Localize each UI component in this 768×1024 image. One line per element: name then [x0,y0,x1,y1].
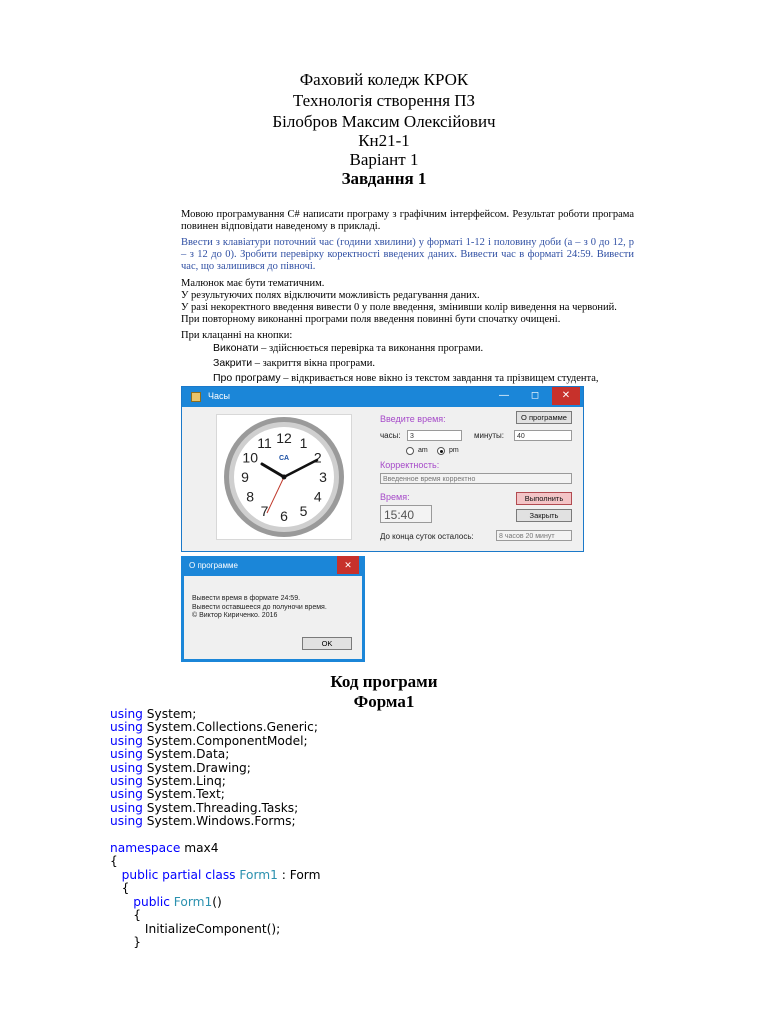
college-name: Фаховий коледж КРОК [299,70,469,89]
clock-number: 11 [257,435,272,452]
subject-name: Технологія створення ПЗ [292,91,476,110]
code-line: using System.ComponentModel; [110,733,308,748]
dialog-close-icon[interactable]: ✕ [337,556,359,574]
code-line: using System.Linq; [110,774,226,789]
task-description [181,209,634,397]
code-section-title: Код програми [330,672,438,691]
dialog-line-3: © Виктор Кириченко. 2016 [192,612,278,619]
task-paragraph-1: Мовою програмування C# написати програму з графічним інтерфейсом. Результат роботи програма повинен відповідати наведеному в прикладі. [181,209,634,232]
minutes-label: минуты: [474,431,505,440]
clock-number: 12 [276,430,292,446]
code-line: using System; [110,707,197,721]
code-line: using System.Windows.Forms; [110,814,296,829]
clock-number: 3 [319,469,327,485]
code-line: using System.Text; [110,787,225,802]
task-button-about-desc: – відкривається нове вікно із текстом завдання та прізвищем студента, [280,373,599,384]
task-button-run-name: Виконати [213,342,259,354]
code-line: { [121,881,130,896]
dialog-line-1: Вывести время в формате 24:59. [192,595,301,602]
task-button-close [181,357,634,370]
clock-picture [216,414,352,540]
clock-number: 2 [313,449,322,466]
code-line: using System.Collections.Generic; [110,720,318,735]
code-line: public Form1() [133,894,222,909]
close-button[interactable]: Закрыть [516,509,572,522]
code-line: using System.Threading.Tasks; [110,800,299,815]
task-button-run [181,342,634,355]
am-label: am [418,447,428,454]
clock-number: 4 [313,488,322,505]
hours-label: часы: [380,431,401,440]
dialog-title: О программе [189,561,238,570]
code-listing [110,708,320,949]
window-titlebar[interactable] [182,387,583,407]
task-button-close-desc: – закриття вікна програми. [252,358,376,369]
task-line-clear: При повторному виконанні програми поля введення повинні бути спочатку очищені. [181,314,561,325]
code-line: { [133,908,142,923]
pm-label: pm [449,447,459,454]
remaining-label: До конца суток осталось: [380,532,474,541]
code-line: { [110,854,118,869]
run-button[interactable]: Выполнить [516,492,572,505]
hours-input[interactable]: 3 [407,430,462,441]
clock-center [282,475,287,480]
task-line-readonly: У результуючих полях відключити можливість редагування даних. [181,290,480,301]
task-buttons-intro: При клацанні на кнопки: [181,330,293,341]
task-line-invalid: У разі некоректного введення вивести 0 у поле введення, змінивши колір виведення на червоний. [181,302,617,313]
student-name: Білобров Максим Олексійович [272,112,496,131]
clock-number: 10 [242,449,258,466]
code-line: using System.Drawing; [110,760,251,775]
dialog-body [184,576,362,659]
pm-radio[interactable] [437,447,445,455]
app-icon [191,392,201,402]
task-title: Завдання 1 [341,169,427,188]
group-name: Кн21-1 [358,131,410,150]
task-button-close-name: Закрити [213,357,253,369]
window-title: Часы [208,391,230,401]
code-line: using System.Data; [110,747,230,762]
maximize-icon[interactable]: ◻ [530,390,540,401]
time-result-field: 15:40 [380,505,432,523]
close-icon[interactable]: ✕ [552,387,580,405]
dialog-ok-button[interactable]: OK [302,637,352,650]
minutes-input[interactable]: 40 [514,430,572,441]
variant-label: Варіант 1 [349,150,419,169]
code-line: public partial class Form1 : Form [121,867,321,882]
task-button-about-name: Про програму [213,372,281,384]
code-line: namespace max4 [110,841,219,856]
clock-number: 5 [299,502,308,519]
time-label: Время: [380,492,410,502]
clock-app-window [181,386,584,552]
clock-number: 6 [280,508,288,524]
dialog-text [192,595,327,621]
correctness-field: Введенное время корректно [380,473,572,484]
remaining-field: 8 часов 20 минут [496,530,572,541]
task-button-run-desc: – здійснюється перевірка та виконання програми. [258,343,484,354]
clock-number: 1 [299,435,308,452]
correctness-label: Корректность: [380,460,440,470]
clock-number: 9 [241,469,249,485]
clock-number: 7 [260,502,269,519]
task-line-picture: Малюнок має бути тематичним. [181,278,325,289]
clock-brand: CA [278,455,290,462]
code-line: } [133,934,142,949]
task-paragraph-2: Ввести з клавіатури поточний час (години хвилини) у форматі 1-12 і половину доби (a – з 0 до 12, p – з 12 до 0). Зробити перевірку коректності введених даних. Вивести час в форматі 24:59. Вивести час, що залишився до півночі. [181,237,634,272]
minimize-icon[interactable]: — [499,390,509,401]
about-button[interactable]: О программе [516,411,572,424]
dialog-line-2: Вывести оставшееся до полуночи время. [192,603,327,611]
about-dialog [181,556,365,662]
enter-time-label: Введите время: [380,414,446,424]
task-button-about [181,372,634,385]
am-radio[interactable] [406,447,414,455]
code-line: InitializeComponent(); [144,921,281,936]
wall-clock-icon [217,415,351,539]
clock-number: 8 [246,488,255,505]
code-section-subtitle: Форма1 [353,692,415,711]
